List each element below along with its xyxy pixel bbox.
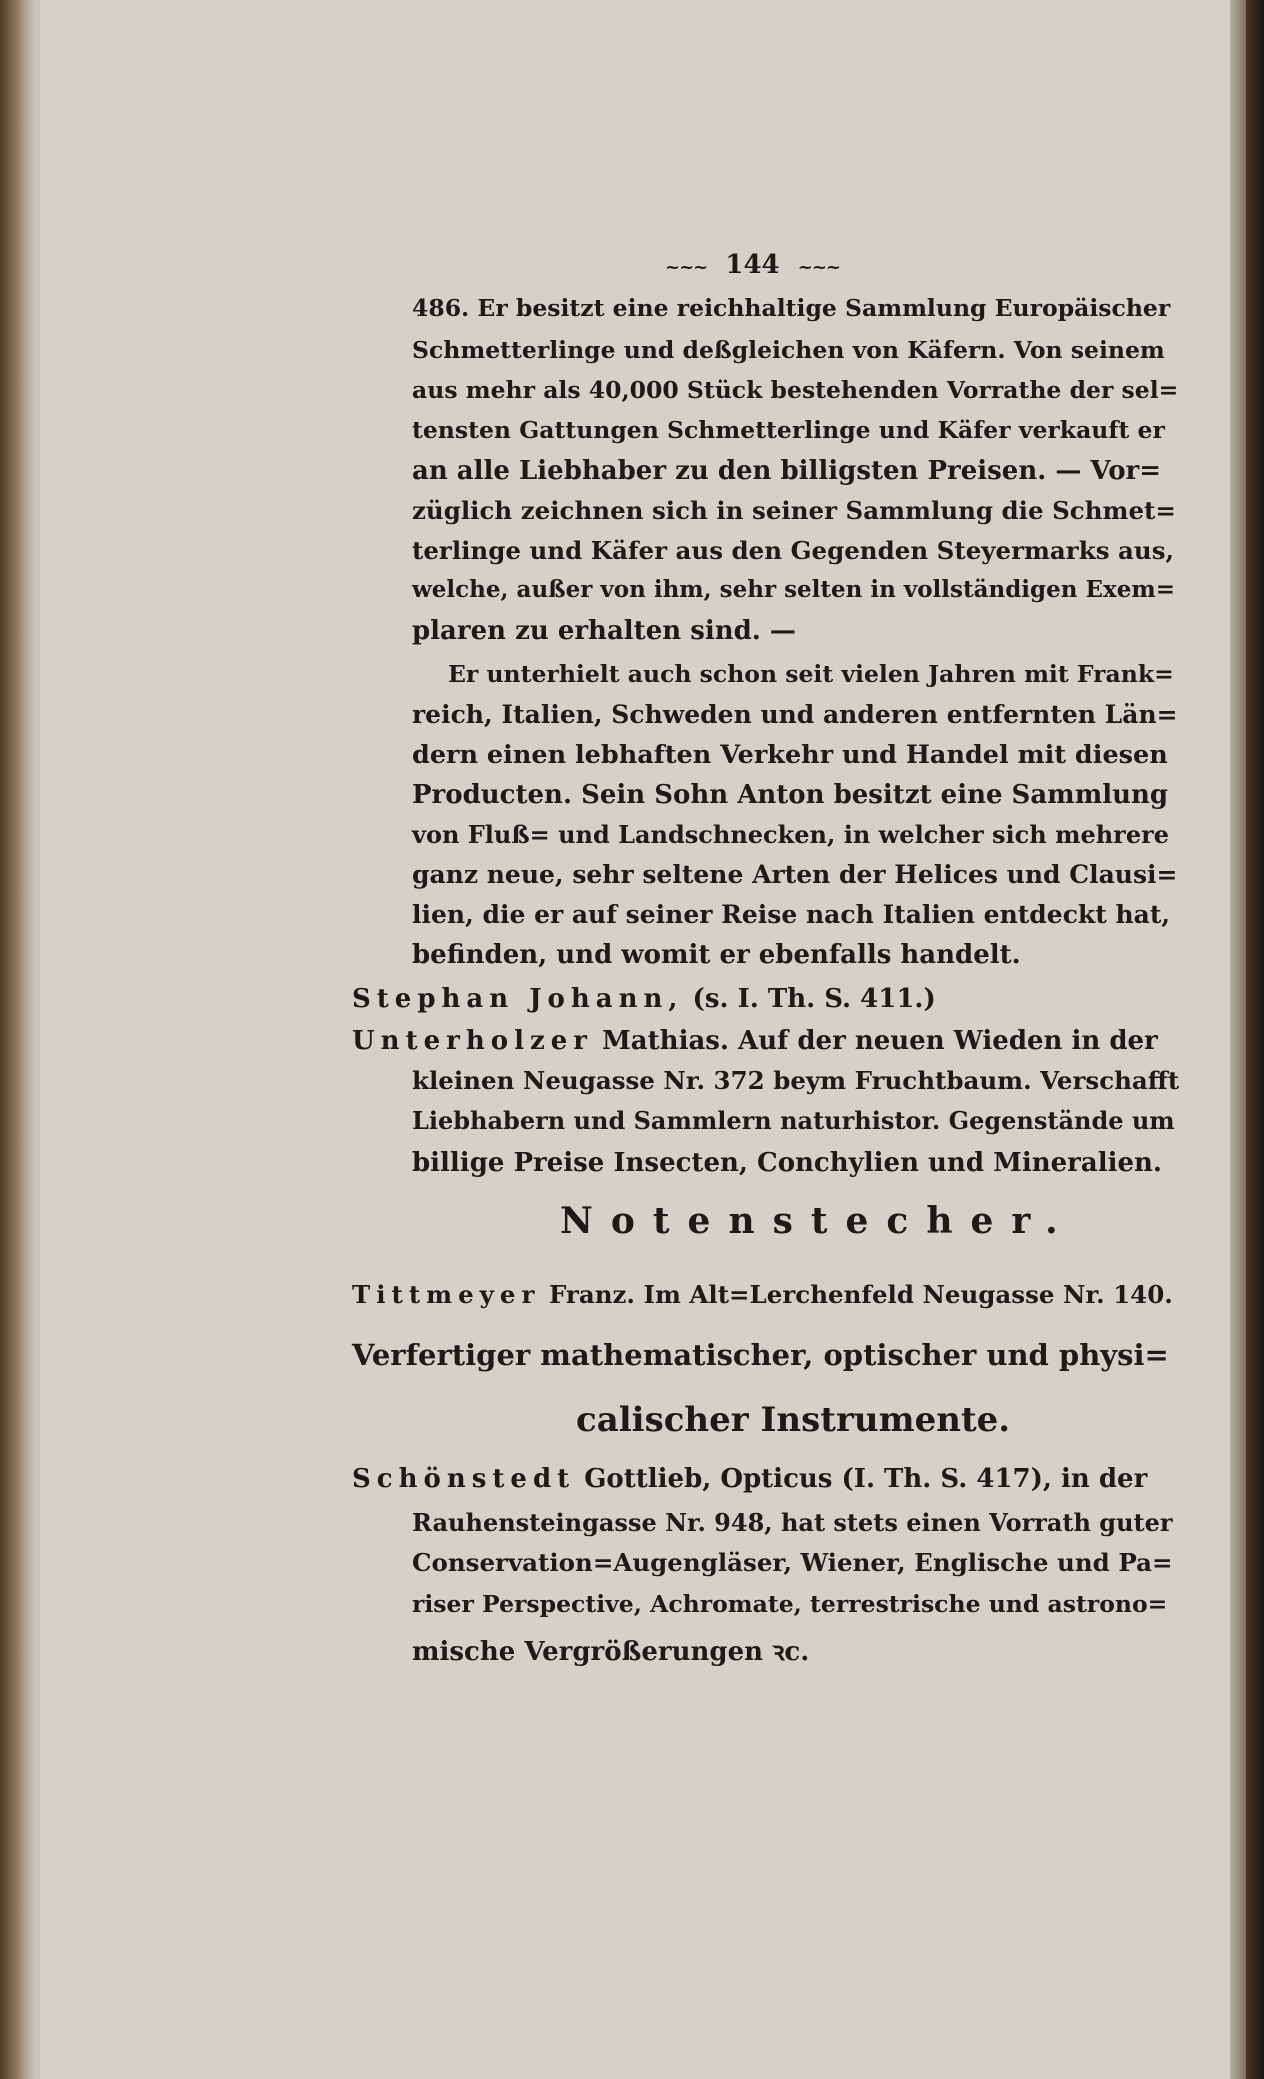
- entry-486-line: an alle Liebhaber zu den billigsten Preisen. — Vor=: [412, 456, 1162, 486]
- entry-schoenstedt-line: mische Vergrößerungen ꝛc.: [412, 1637, 810, 1667]
- entry-tittmeyer: [352, 1280, 1173, 1309]
- section-heading-instrumente-line1: Verfertiger mathematischer, optischer und physi=: [352, 1338, 1169, 1372]
- entry-schoenstedt-line: Conservation=Augengläser, Wiener, Englische und Pa=: [412, 1548, 1173, 1577]
- entry-486-line: welche, außer von ihm, sehr selten in vollständigen Exem=: [412, 576, 1175, 603]
- entry-486-line: Er unterhielt auch schon seit vielen Jahren mit Frank=: [448, 660, 1174, 688]
- entry-unterholzer-line: billige Preise Insecten, Conchylien und Mineralien.: [412, 1148, 1162, 1178]
- entry-486-line: reich, Italien, Schweden und anderen entfernten Län=: [412, 700, 1178, 729]
- header-ornament-left: ~~~: [665, 257, 708, 278]
- entry-schoenstedt-line: Rauhensteingasse Nr. 948, hat stets einen Vorrath guter: [412, 1508, 1173, 1537]
- entry-unterholzer-line: kleinen Neugasse Nr. 372 beym Fruchtbaum. Verschafft: [412, 1066, 1180, 1095]
- entry-486-line: 486. Er besitzt eine reichhaltige Sammlung Europäischer: [412, 294, 1171, 322]
- entry-486-line: ganz neue, sehr seltene Arten der Helices und Clausi=: [412, 860, 1178, 889]
- entry-486-line: plaren zu erhalten sind. —: [412, 616, 796, 646]
- section-heading-instrumente-line2: calischer Instrumente.: [576, 1400, 1011, 1440]
- entry-tittmeyer-name: Tittmeyer: [352, 1280, 541, 1309]
- page-header: [665, 250, 840, 280]
- entry-486-line: Schmetterlinge und deßgleichen von Käfern. Von seinem: [412, 336, 1165, 364]
- entry-tittmeyer-rest: Franz. Im Alt=Lerchenfeld Neugasse Nr. 140.: [548, 1280, 1173, 1309]
- entry-stephan: [352, 984, 936, 1014]
- entry-486-line: von Fluß= und Landschnecken, in welcher sich mehrere: [412, 820, 1170, 849]
- entry-unterholzer-name: Unterholzer: [352, 1026, 593, 1056]
- entry-schoenstedt-line: riser Perspective, Achromate, terrestrische und astrono=: [412, 1590, 1168, 1618]
- entry-stephan-reference: (s. I. Th. S. 411.): [692, 984, 936, 1014]
- entry-486-line: lien, die er auf seiner Reise nach Italien entdeckt hat,: [412, 900, 1171, 929]
- entry-486-line: aus mehr als 40,000 Stück bestehenden Vorrathe der sel=: [412, 376, 1179, 404]
- entry-stephan-name: Stephan Johann,: [352, 984, 684, 1014]
- entry-schoenstedt-first-line-rest: Gottlieb, Opticus (I. Th. S. 417), in der: [584, 1464, 1148, 1494]
- book-left-edge: [0, 0, 26, 2079]
- entry-unterholzer-line: Liebhabern und Sammlern naturhistor. Gegenstände um: [412, 1106, 1175, 1135]
- entry-486-line: züglich zeichnen sich in seiner Sammlung die Schmet=: [412, 496, 1176, 525]
- section-heading-notenstecher: Notenstecher.: [560, 1200, 1076, 1242]
- entry-486-line: tensten Gattungen Schmetterlinge und Käfer verkauft er: [412, 416, 1165, 444]
- entry-486-line: Producten. Sein Sohn Anton besitzt eine Sammlung: [412, 780, 1169, 810]
- book-spine-edge: [1246, 0, 1264, 2079]
- entry-486-line: befinden, und womit er ebenfalls handelt.: [412, 940, 1021, 970]
- entry-unterholzer-first-line-rest: Mathias. Auf der neuen Wieden in der: [602, 1026, 1158, 1056]
- entry-schoenstedt-first-line: [352, 1464, 1147, 1494]
- entry-486-line: dern einen lebhaften Verkehr und Handel mit diesen: [412, 740, 1168, 770]
- entry-schoenstedt-name: Schönstedt: [352, 1464, 576, 1494]
- entry-unterholzer-first-line: [352, 1026, 1158, 1056]
- header-ornament-right: ~~~: [797, 257, 840, 278]
- entry-486-line: terlinge und Käfer aus den Gegenden Steyermarks aus,: [412, 536, 1175, 565]
- page-number: 144: [725, 250, 780, 280]
